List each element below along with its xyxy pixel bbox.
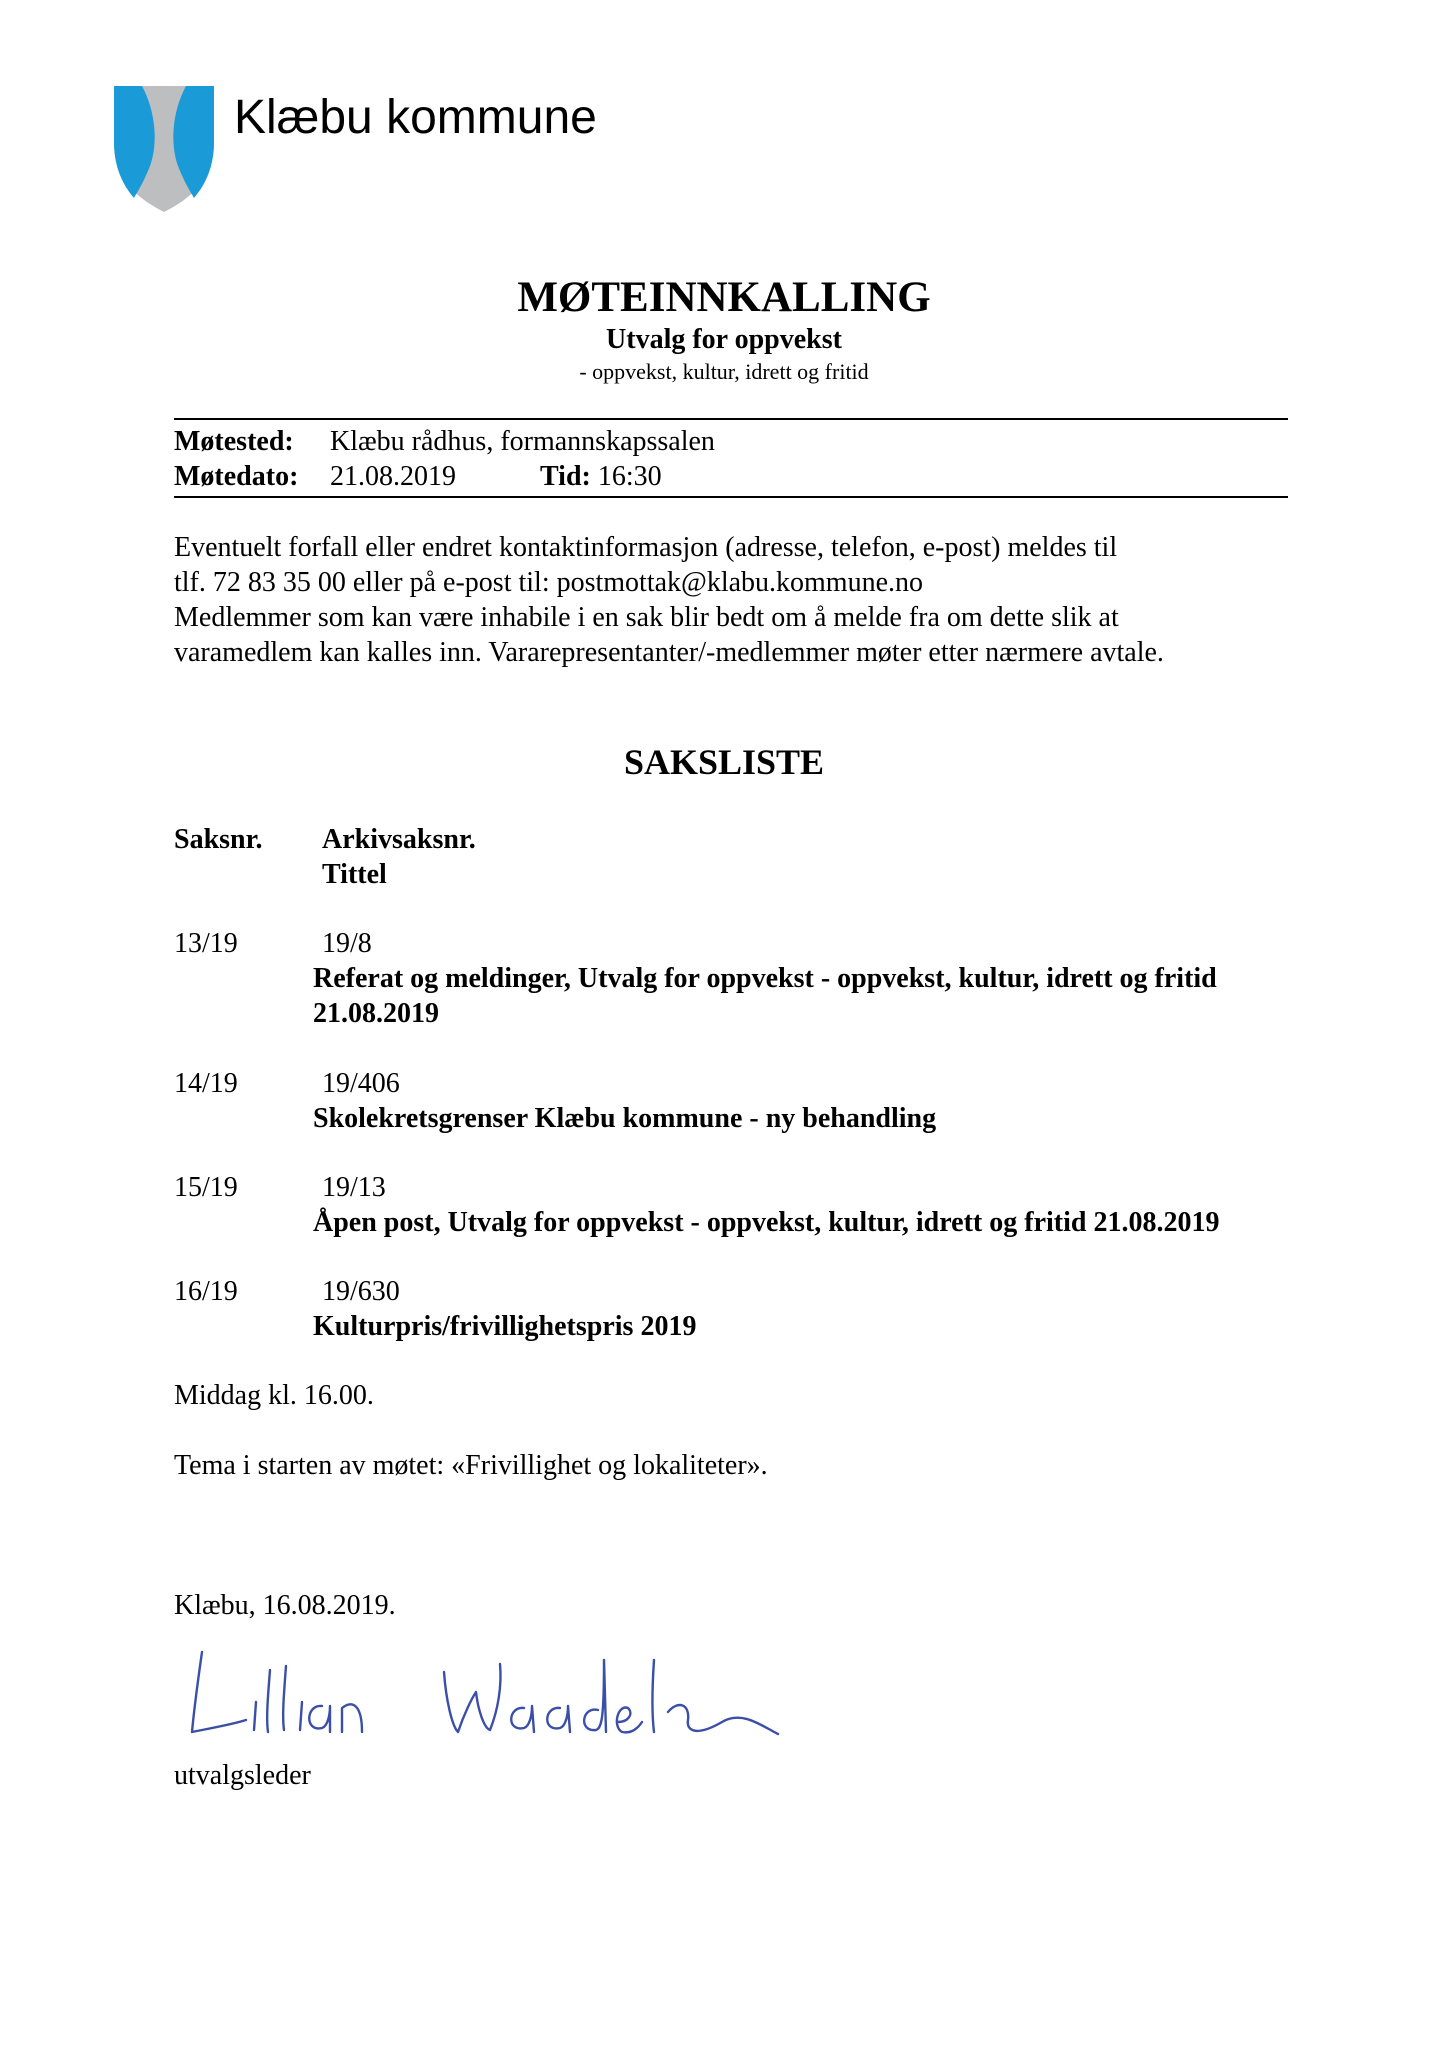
agenda-item-number: 13/19 [174, 928, 238, 959]
agenda-item-archive: 19/8 [322, 928, 372, 959]
signer-role: utvalgsleder [174, 1760, 311, 1791]
coat-of-arms-logo [112, 86, 216, 212]
info-line: tlf. 72 83 35 00 eller på e-post til: postmottak@klabu.kommune.no [174, 567, 924, 598]
agenda-item-archive: 19/13 [322, 1172, 386, 1203]
time-label: Tid: [540, 461, 591, 492]
time-field [540, 459, 662, 494]
info-line: varamedlem kan kalles inn. Vararepresentanter/-medlemmer møter etter nærmere avtale. [174, 637, 1164, 668]
handwritten-signature [182, 1640, 814, 1752]
dinner-note: Middag kl. 16.00. [174, 1380, 374, 1411]
agenda-heading: SAKSLISTE [623, 742, 825, 782]
place-value: Klæbu rådhus, formannskapssalen [330, 426, 715, 457]
divider-bottom [174, 496, 1288, 498]
date-value: 21.08.2019 [330, 461, 456, 492]
info-line: Eventuelt forfall eller endret kontaktinformasjon (adresse, telefon, e-post) meldes til [174, 532, 1118, 563]
agenda-item-archive: 19/406 [322, 1068, 400, 1099]
agenda-item-archive: 19/630 [322, 1276, 400, 1307]
agenda-item-title: Åpen post, Utvalg for oppvekst - oppvekst, kultur, idrett og fritid 21.08.2019 [313, 1207, 1220, 1238]
agenda-item-number: 16/19 [174, 1276, 238, 1307]
place-and-date: Klæbu, 16.08.2019. [174, 1590, 396, 1621]
date-label: Møtedato: [174, 461, 299, 492]
agenda-item-number: 14/19 [174, 1068, 238, 1099]
agenda-item-title: Kulturpris/frivillighetspris 2019 [313, 1311, 697, 1342]
agenda-item-title: Skolekretsgrenser Klæbu kommune - ny behandling [313, 1103, 937, 1134]
committee-subtitle: - oppvekst, kultur, idrett og fritid [579, 359, 869, 384]
theme-note: Tema i starten av møtet: «Frivillighet og lokaliteter». [174, 1450, 768, 1481]
organization-name: Klæbu kommune [234, 91, 597, 144]
place-label: Møtested: [174, 426, 294, 457]
committee-name: Utvalg for oppvekst [606, 324, 842, 355]
agenda-item-number: 15/19 [174, 1172, 238, 1203]
column-arkivsaksnr: Arkivsaksnr. [322, 824, 476, 855]
info-paragraph [174, 530, 1294, 670]
divider-top [174, 418, 1288, 420]
time-value: 16:30 [597, 461, 662, 492]
agenda-item-title: Referat og meldinger, Utvalg for oppvekst - oppvekst, kultur, idrett og fritid 21.08.2019 [313, 963, 1217, 1029]
column-saksnr: Saksnr. [174, 824, 263, 855]
column-tittel: Tittel [322, 859, 387, 890]
info-line: Medlemmer som kan være inhabile i en sak blir bedt om å melde fra om dette slik at [174, 602, 1119, 633]
document-title: MØTEINNKALLING [517, 274, 931, 321]
